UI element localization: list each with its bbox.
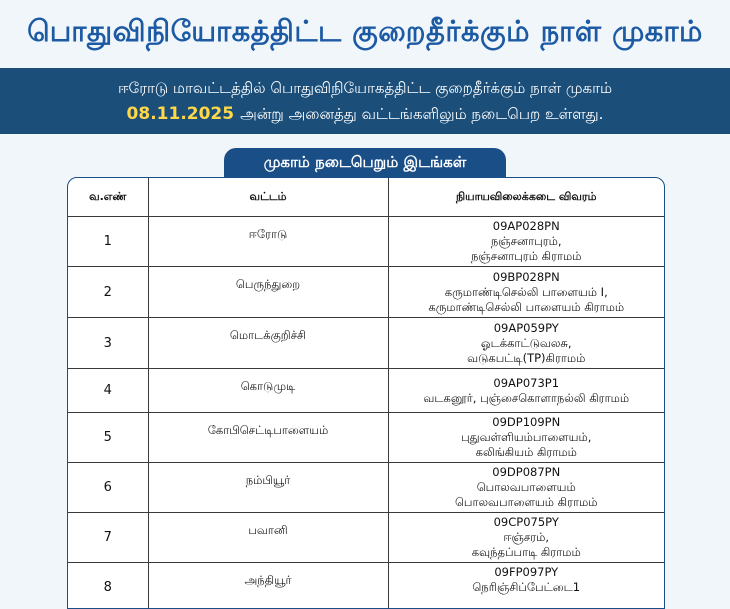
shop-details [388,513,664,563]
taluk-name: அந்தியூர் [148,563,388,609]
shop-details [388,217,664,267]
shop-address-line-2: நஞ்சனாபுரம் கிராமம் [389,249,665,264]
serial-number: 5 [68,413,148,463]
taluk-name: நம்பியூர் [148,463,388,513]
taluk-name: ஈரோடு [148,217,388,267]
shop-address-line-1: ஈஞ்சரம், [389,530,665,545]
shop-code: 09BP028PN [389,270,665,285]
header-serial: வ.எண் [68,178,148,217]
serial-number: 6 [68,463,148,513]
taluk-name: மொடக்குறிச்சி [148,318,388,369]
shop-code: 09DP087PN [389,465,665,480]
shop-address-line-2: வடுகபட்டி(TP)கிராமம் [389,351,665,366]
announcement-banner [0,68,730,134]
serial-number: 4 [68,369,148,413]
taluk-name: பவானி [148,513,388,563]
serial-number: 1 [68,217,148,267]
banner-line-1: ஈரோடு மாவட்டத்தில் பொதுவிநியோகத்திட்ட குறைதீர்க்கும் நாள் முகாம் [118,75,612,101]
shop-code: 09AP073P1 [389,376,665,391]
shop-address-line-1: ஓடக்காட்டுவலசு, [389,336,665,351]
camp-locations-table-container [67,177,665,609]
header-taluk: வட்டம் [148,178,388,217]
shop-address-line-1: கருமாண்டிசெல்லி பாளையம் I, [389,285,665,300]
table-row [68,267,664,318]
taluk-name: கோபிசெட்டிபாளையம் [148,413,388,463]
shop-details [388,413,664,463]
shop-address-line-1: பொலவபாளையம் [389,480,665,495]
shop-address-line-1: நெரிஞ்சிப்பேட்டை1 [389,580,665,595]
table-header-row [68,178,664,217]
taluk-name: கொடுமுடி [148,369,388,413]
shop-code: 09AP059PY [389,321,665,336]
serial-number: 8 [68,563,148,609]
table-row [68,413,664,463]
shop-address-line-2: கருமாண்டிசெல்லி பாளையம் கிராமம் [389,300,665,315]
camp-locations-table [68,178,664,609]
shop-details [388,463,664,513]
shop-address-line-1: புதுவள்ளியம்பாளையம், [389,430,665,445]
table-row [68,217,664,267]
shop-address-line-2: பொலவபாளையம் கிராமம் [389,495,665,510]
serial-number: 3 [68,318,148,369]
shop-details [388,563,664,609]
shop-details [388,369,664,413]
section-title: முகாம் நடைபெறும் இடங்கள் [224,148,506,178]
table-row [68,513,664,563]
shop-code: 09CP075PY [389,515,665,530]
shop-details [388,267,664,318]
shop-code: 09DP109PN [389,415,665,430]
serial-number: 7 [68,513,148,563]
table-row [68,563,664,609]
table-row [68,318,664,369]
header-shop-details: நியாயவிலைக்கடை விவரம் [388,178,664,217]
shop-code: 09AP028PN [389,219,665,234]
banner-line-2 [127,101,604,127]
shop-address-line-2: கவுந்தப்பாடி கிராமம் [389,545,665,560]
shop-code: 09FP097PY [389,565,665,580]
shop-details [388,318,664,369]
shop-address-line-1: வடகனூர், புஞ்சைகொளாநல்லி கிராமம் [389,391,665,406]
shop-address-line-2: கலிங்கியம் கிராமம் [389,445,665,460]
banner-line-2-text: அன்று அனைத்து வட்டங்களிலும் நடைபெற உள்ளது. [240,105,603,123]
shop-address-line-1: நஞ்சனாபுரம், [389,234,665,249]
table-row [68,463,664,513]
taluk-name: பெருந்துறை [148,267,388,318]
serial-number: 2 [68,267,148,318]
table-row [68,369,664,413]
page-title: பொதுவிநியோகத்திட்ட குறைதீர்க்கும் நாள் முகாம் [0,0,730,66]
camp-date: 08.11.2025 [127,104,235,124]
